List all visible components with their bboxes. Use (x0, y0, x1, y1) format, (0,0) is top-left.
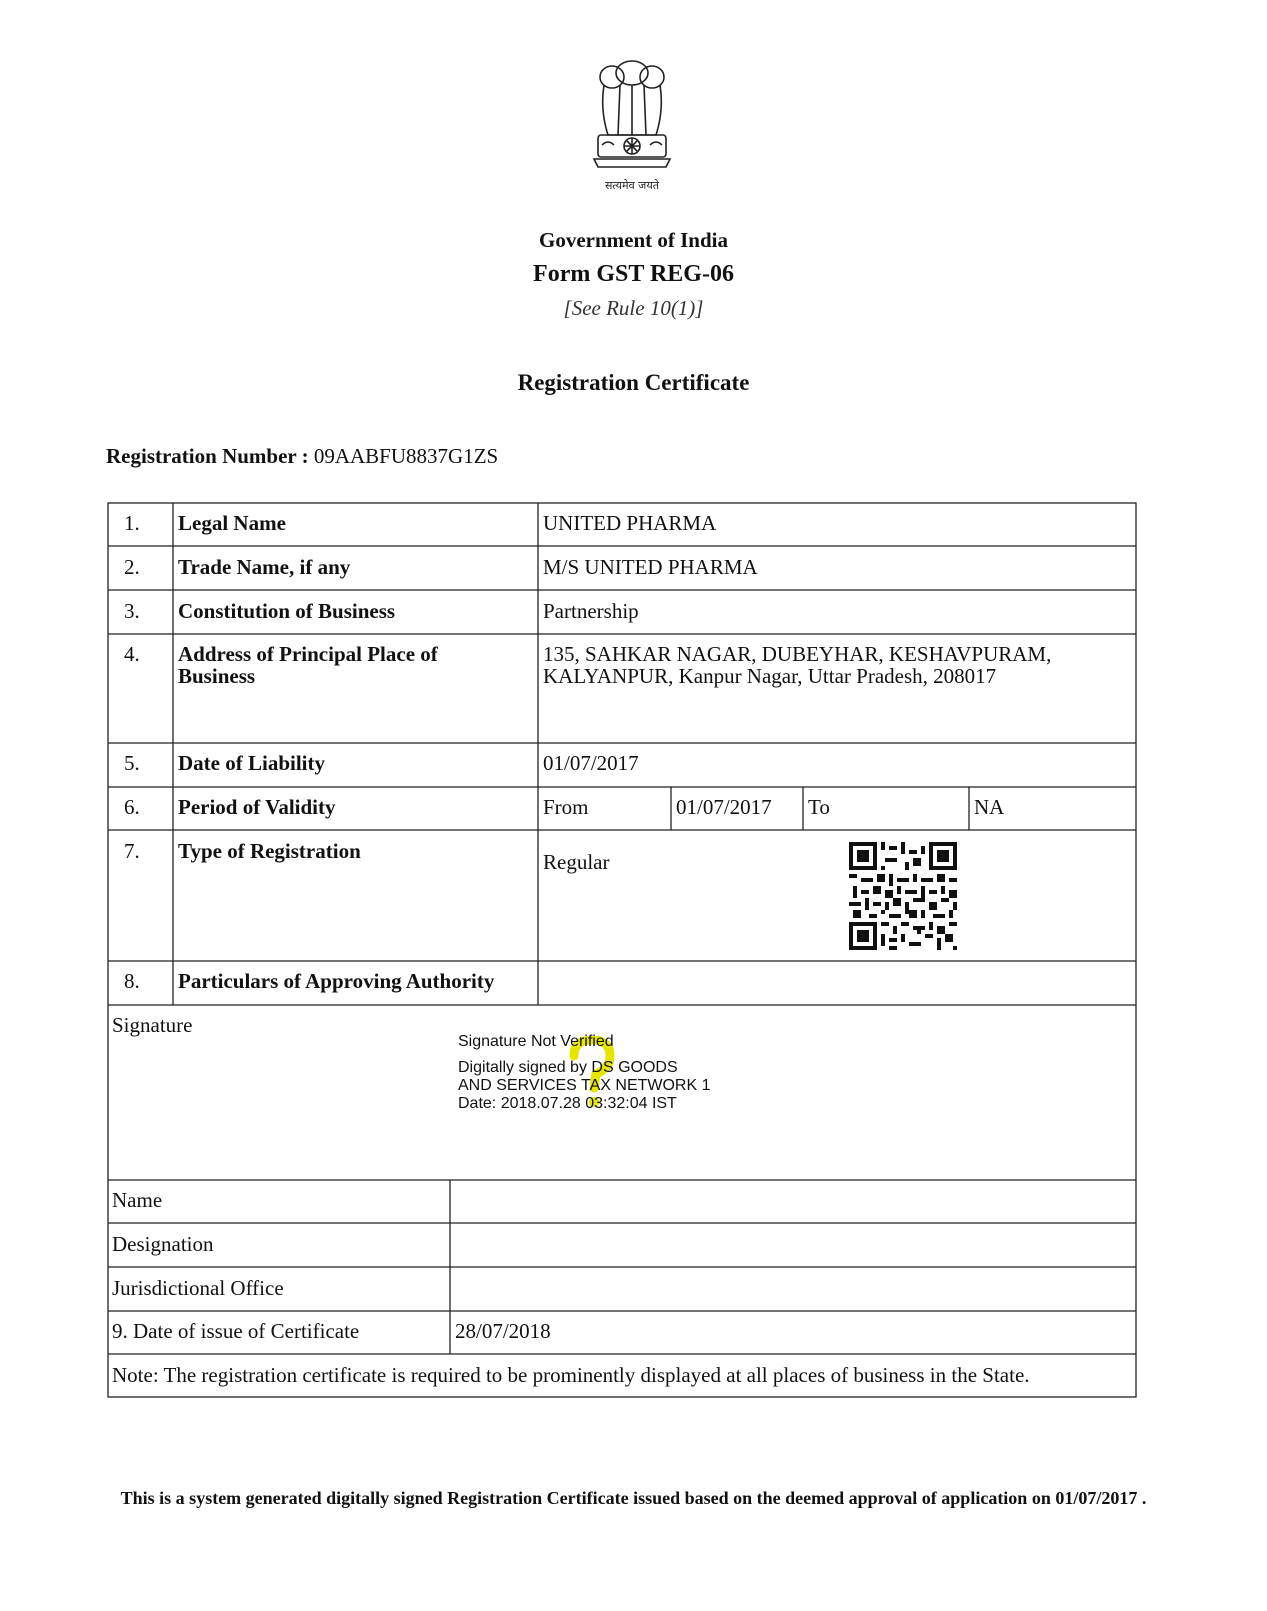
designation-label: Designation (112, 1232, 214, 1256)
row-7-label: Type of Registration (178, 839, 361, 863)
digital-signature-info (458, 1033, 711, 1113)
form-title: Form GST REG-06 (533, 261, 734, 287)
validity-from-label: From (543, 795, 589, 819)
registration-number (106, 444, 498, 469)
footer-statement: This is a system generated digitally signed Registration Certificate issued based on the deemed approval of application on 01/07/2017 . (120, 1488, 1147, 1508)
row-7-number: 7. (124, 839, 140, 863)
legal-name-value: UNITED PHARMA (543, 511, 717, 535)
signature-status: Signature Not Verified (458, 1033, 614, 1050)
qr-code-icon (849, 842, 957, 950)
address-line2: KALYANPUR, Kanpur Nagar, Uttar Pradesh, 208017 (543, 664, 997, 688)
registration-number-label: Registration Number : (106, 444, 309, 468)
row-3-label: Constitution of Business (178, 599, 396, 623)
row-1-label: Legal Name (178, 511, 286, 535)
validity-from-value: 01/07/2017 (676, 795, 772, 819)
row-5-label: Date of Liability (178, 751, 325, 775)
trade-name-value: M/S UNITED PHARMA (543, 555, 758, 579)
row-3-number: 3. (124, 599, 140, 623)
signature-label: Signature (112, 1013, 193, 1037)
signature-signer-org: AND SERVICES TAX NETWORK 1 (458, 1077, 711, 1094)
row-8-number: 8. (124, 969, 140, 993)
issue-date-value: 28/07/2018 (455, 1319, 551, 1343)
row-2-label: Trade Name, if any (178, 555, 351, 579)
signature-signed-by: Digitally signed by DS GOODS (458, 1059, 678, 1076)
jurisdictional-office-label: Jurisdictional Office (112, 1276, 284, 1300)
validity-to-value: NA (974, 795, 1005, 819)
name-label: Name (112, 1188, 163, 1212)
row-5-number: 5. (124, 751, 140, 775)
row-4-label-line1: Address of Principal Place of (178, 642, 438, 666)
signature-date: Date: 2018.07.28 03:32:04 IST (458, 1095, 677, 1112)
row-8-label: Particulars of Approving Authority (178, 969, 495, 993)
row-2-number: 2. (124, 555, 140, 579)
row-1-number: 1. (124, 511, 140, 535)
validity-to-label: To (808, 795, 830, 819)
row-4-number: 4. (124, 642, 140, 666)
display-note: Note: The registration certificate is required to be prominently displayed at all places of business in the State. (112, 1363, 1030, 1387)
row-4-label-line2: Business (178, 664, 256, 688)
registration-number-value: 09AABFU8837G1ZS (313, 444, 499, 468)
certificate-title: Registration Certificate (517, 370, 750, 395)
constitution-value: Partnership (543, 599, 639, 623)
emblem-motto: सत्यमेव जयते (604, 179, 659, 192)
national-emblem-icon (586, 55, 678, 175)
row-6-label: Period of Validity (178, 795, 336, 819)
registration-type-value: Regular (543, 850, 610, 874)
government-title: Government of India (539, 228, 728, 252)
date-of-liability-value: 01/07/2017 (543, 751, 639, 775)
issue-date-label: 9. Date of issue of Certificate (112, 1319, 360, 1343)
row-6-number: 6. (124, 795, 140, 819)
address-line1: 135, SAHKAR NAGAR, DUBEYHAR, KESHAVPURAM, (543, 642, 1052, 666)
rule-reference: [See Rule 10(1)] (563, 296, 704, 320)
